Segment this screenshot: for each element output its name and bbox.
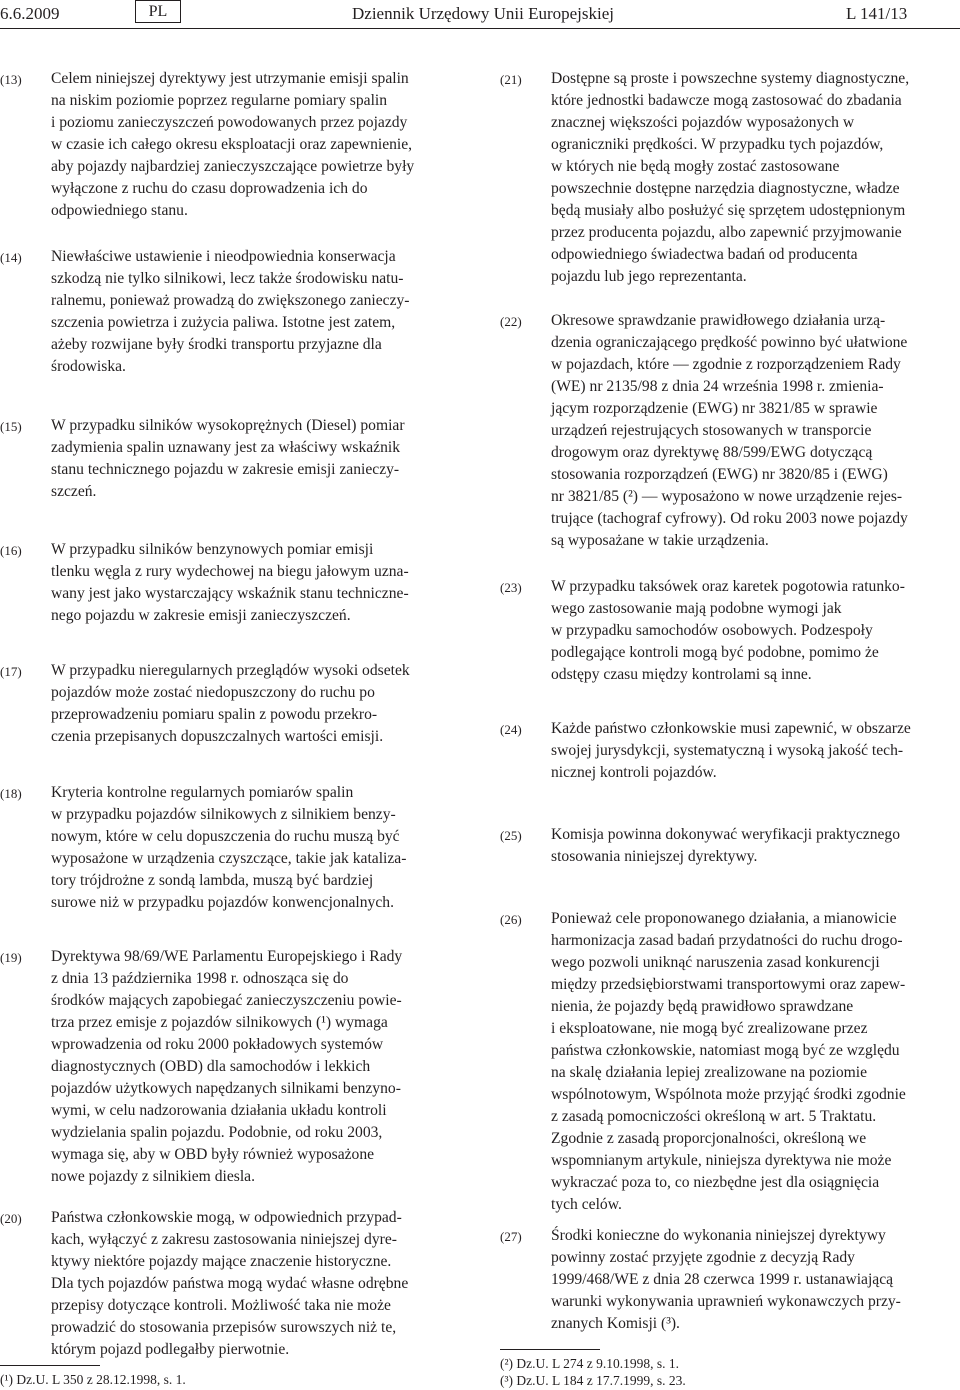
recital-number: (23) [500, 580, 522, 595]
recital-number: (24) [500, 722, 522, 737]
recital-number: (15) [0, 419, 22, 434]
recital-text: W przypadku silników wysokoprężnych (Diesel) pomiar zadymienia spalin uznawany jest za właściwy wskaźnik stanu technicznego pojazdu w zakresie emisji zanieczy- szczeń. [51, 417, 405, 500]
footnote-3: (³) Dz.U. L 184 z 17.7.1999, s. 23. [500, 1373, 686, 1388]
recital-text: Niewłaściwe ustawienie i nieodpowiednia konserwacja szkodzą nie tylko silnikowi, lecz także środowisku natu- ralnemu, ponieważ prowadzą do zwiększonego zanieczy- szczenia powietrza i zużycia paliwa. Istotne jest zatem, ażeby rozwijane były środki transportu przyjazne dla środowiska. [51, 248, 410, 375]
recital-text: Kryteria kontrolne regularnych pomiarów spalin w przypadku pojazdów silnikowych z silnikiem benzy- nowym, które w celu dopuszczenia do ruchu muszą być wyposażone w urządzenia czyszczące, takie jak kataliza- tory trójdrożne z sondą lambda, muszą być bardziej surowe niż w przypadku pojazdów konwencjonalnych. [51, 784, 407, 911]
recital-text: Celem niniejszej dyrektywy jest utrzymanie emisji spalin na niskim poziomie poprzez regularne pomiary spalin i poziomu zanieczyszczeń powodowanych przez pojazdy w czasie ich całego okresu eksploatacji oraz zapewnienie, aby pojazdy najbardziej zanieczyszczające powietrze były wyłączone z ruchu do czasu doprowadzenia ich do odpowiedniego stanu. [51, 70, 415, 219]
recital-number: (22) [500, 314, 522, 329]
language-badge: PL [135, 0, 181, 23]
recital-number: (25) [500, 828, 522, 843]
footnote-rule [500, 1349, 600, 1350]
recital-number: (19) [0, 950, 22, 965]
recital-text: W przypadku taksówek oraz karetek pogotowia ratunko- wego zastosowanie mają podobne wymogi jak w przypadku samochodów osobowych. Podzespoły podlegające kontroli mogą być podobne, pomimo że odstępy czasu między kontrolami są inne. [551, 578, 905, 683]
recital-number: (13) [0, 72, 22, 87]
recital-text: Okresowe sprawdzanie prawidłowego działania urzą- dzenia ograniczającego prędkość powinno być ułatwione w pojazdach, które — zgodnie z rozporządzeniem Rady (WE) nr 2135/98 z dnia 24 września 1998 r. zmienia- jącym rozporządzenie (EWG) nr 3821/85 w sprawie urządzeń rejestrujących stosowanych w transporcie drogowym oraz dyrektywę 88/599/EWG dotyczącą stosowania rozporządzeń (EWG) nr 3820/85 i (EWG) nr 3821/85 (²) — wyposażono w nowe urządzenie rejes- trujące (tachograf cyfrowy). Od roku 2003 nowe pojazdy są wyposażane w takie urządzenia. [551, 312, 908, 549]
recital-number: (21) [500, 72, 522, 87]
recital-number: (14) [0, 250, 22, 265]
recital-text: Ponieważ cele proponowanego działania, a mianowicie harmonizacja zasad badań przydatności do ruchu drogo- wego pozwoli uniknąć naruszenia zasad konkurencji między przedsiębiorstwami transportowymi oraz zapew- nienia, że pojazdy będą prawidłowo sprawdzane i eksploatowane, nie mogą być zrealizowane przez państwa członkowskie, natomiast mogą być ze względu na skalę działania lepiej zrealizowane na poziomie wspólnotowym, Wspólnota może przyjąć środki zgodnie z zasadą pomocniczości określoną w art. 5 Traktatu. Zgodnie z zasadą proporcjonalności, określoną we wspomnianym artykule, niniejsza dyrektywa nie może wykraczać poza to, co niezbędne jest dla osiągnięcia tych celów. [551, 910, 906, 1213]
recital-text: Dostępne są proste i powszechne systemy diagnostyczne, które jednostki badawcze mogą zastosować do zbadania znacznej większości pojazdów wyposażonych w ograniczniki prędkości. W przypadku tych pojazdów, w których nie będą mogły zostać zastosowane powszechnie dostępne narzędzia diagnostyczne, władze będą musiały albo posłużyć się sprzętem udostępnionym przez producenta pojazdu, albo zapewnić przyjmowanie odpowiedniego świadectwa badań od producenta pojazdu lub jego reprezentanta. [551, 70, 910, 285]
recital-text: W przypadku nieregularnych przeglądów wysoki odsetek pojazdów może zostać niedopuszczony do ruchu po przeprowadzeniu pomiaru spalin z powodu przekro- czenia przepisanych dopuszczalnych wartości emisji. [51, 662, 410, 745]
journal-title: Dziennik Urzędowy Unii Europejskiej [352, 4, 615, 23]
recital-text: Komisja powinna dokonywać weryfikacji praktycznego stosowania niniejszej dyrektywy. [551, 826, 901, 865]
recital-number: (18) [0, 786, 22, 801]
recital-number: (16) [0, 543, 22, 558]
page-reference: L 141/13 [846, 4, 908, 23]
recital-text: Dyrektywa 98/69/WE Parlamentu Europejskiego i Rady z dnia 13 października 1998 r. odnosząca się do środków mających zapobiegać zanieczyszczeniu powie- trza przez emisje z pojazdów silnikowych (¹) wymaga wprowadzenia od roku 2000 pokładowych systemów diagnostycznych (OBD) dla samochodów i lekkich pojazdów użytkowych napędzanych silnikami benzyno- wymi, w celu nadzorowania działania układu kontroli wydzielania spalin pojazdu. Podobnie, od roku 2003, wymaga się, aby w OBD były również wyposażone nowe pojazdy z silnikiem diesla. [51, 948, 403, 1185]
recital-number: (20) [0, 1211, 22, 1226]
recital-text: Środki konieczne do wykonania niniejszej dyrektywy powinny zostać przyjęte zgodnie z decyzją Rady 1999/468/WE z dnia 28 czerwca 1999 r. ustanawiającą warunki wykonywania uprawnień wykonawczych przy- znanych Komisji (³). [551, 1227, 901, 1332]
header-rule [0, 28, 960, 29]
publication-date: 6.6.2009 [0, 4, 60, 23]
recital-number: (17) [0, 664, 22, 679]
recital-number: (27) [500, 1229, 522, 1244]
footnote-1: (¹) Dz.U. L 350 z 28.12.1998, s. 1. [0, 1372, 186, 1387]
recital-number: (26) [500, 912, 522, 927]
recital-text: Każde państwo członkowskie musi zapewnić, w obszarze swojej jurysdykcji, systematyczną i wysoką jakość tech- nicznej kontroli pojazdów. [551, 720, 911, 781]
footnote-2: (²) Dz.U. L 274 z 9.10.1998, s. 1. [500, 1356, 680, 1371]
page-header [0, 0, 960, 32]
recital-text: W przypadku silników benzynowych pomiar emisji tlenku węgla z rury wydechowej na biegu jałowym uzna- wany jest jako wystarczający wskaźnik stanu techniczne- nego pojazdu w zakresie emisji zanieczyszczeń. [51, 541, 409, 624]
recital-text: Państwa członkowskie mogą, w odpowiednich przypad- kach, wyłączyć z zakresu zastosowania niniejszej dyre- ktywy niektóre pojazdy mające znaczenie historyczne. Dla tych pojazdów państwa mogą wydać własne odrębne przepisy dotyczące kontroli. Możliwość taka nie może prowadzić do stosowania przepisów surowszych niż te, którym pojazd podlegałby pierwotnie. [51, 1209, 409, 1358]
footnote-rule [0, 1365, 100, 1366]
